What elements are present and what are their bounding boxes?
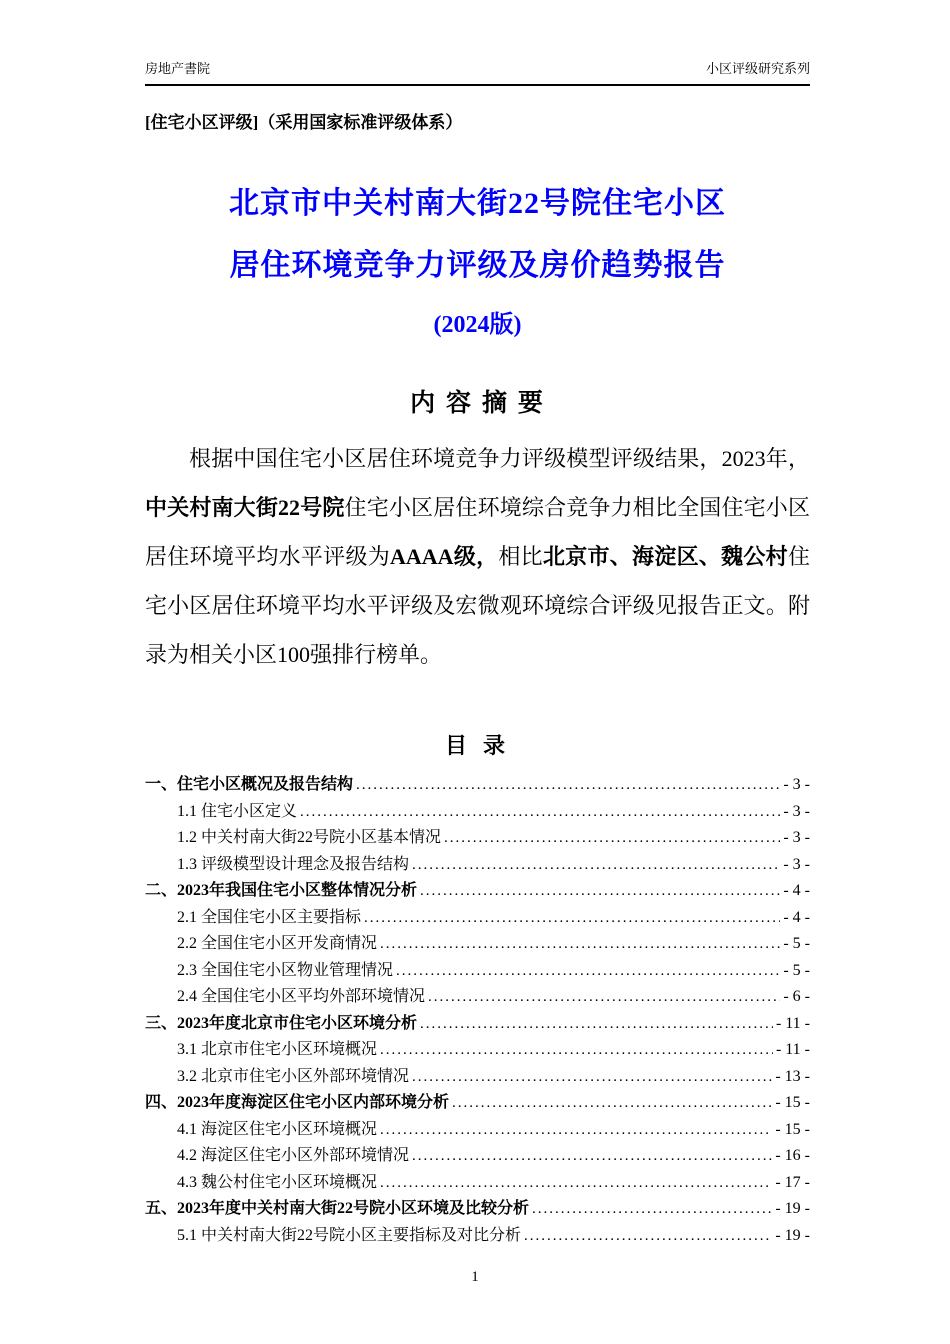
- report-title-line-1: 北京市中关村南大街22号院住宅小区: [229, 187, 726, 220]
- report-title-line-2: 居住环境竞争力评级及房价趋势报告: [229, 249, 726, 282]
- toc-page-number: - 6 -: [783, 988, 810, 1005]
- toc-leader-dots: [452, 1091, 772, 1117]
- abstract-paragraph: [145, 434, 810, 679]
- abstract-segment: 中关村南大街22号院: [145, 495, 345, 520]
- toc-item: [145, 905, 810, 932]
- toc-leader-dots: [420, 1012, 773, 1038]
- toc-item: [145, 1196, 810, 1223]
- toc-leader-dots: [412, 1144, 772, 1170]
- toc-item-label: 二、2023年我国住宅小区整体情况分析: [145, 882, 418, 899]
- toc-page-number: - 4 -: [783, 882, 810, 899]
- toc-item-label: 2.2 全国住宅小区开发商情况: [177, 935, 378, 952]
- toc-item-label: 1.2 中关村南大街22号院小区基本情况: [177, 829, 442, 846]
- report-title-block: [145, 173, 810, 353]
- toc-leader-dots: [444, 826, 780, 852]
- toc-page-number: - 19 -: [775, 1226, 810, 1244]
- toc-page-number: - 5 -: [783, 935, 810, 952]
- toc-leader-dots: [380, 1118, 772, 1144]
- toc-leader-dots: [380, 1171, 772, 1197]
- toc-item-label: 4.3 魏公村住宅小区环境概况: [177, 1173, 378, 1191]
- toc-item-label: 三、2023年度北京市住宅小区环境分析: [145, 1014, 418, 1032]
- abstract-segment: 相比: [498, 544, 543, 569]
- toc-item: [145, 1170, 810, 1197]
- toc-item-label: 2.4 全国住宅小区平均外部环境情况: [177, 988, 426, 1005]
- toc-item: [145, 1064, 810, 1091]
- toc-item: [145, 1143, 810, 1170]
- toc-item: [145, 852, 810, 879]
- toc-list: [145, 772, 810, 1249]
- abstract-segment: AAAA级，: [390, 544, 499, 569]
- toc-leader-dots: [356, 773, 780, 799]
- toc-leader-dots: [380, 1038, 773, 1064]
- header-right-label: 小区评级研究系列: [705, 61, 810, 76]
- rating-system-note: [住宅小区评级]（采用国家标准评级体系）: [145, 113, 463, 132]
- toc-page-number: - 11 -: [775, 1041, 810, 1058]
- toc-item-label: 1.1 住宅小区定义: [177, 802, 298, 820]
- toc-item-label: 2.1 全国住宅小区主要指标: [177, 908, 362, 926]
- toc-item: [145, 1223, 810, 1250]
- toc-leader-dots: [396, 959, 780, 985]
- toc-item: [145, 984, 810, 1011]
- toc-leader-dots: [364, 906, 780, 932]
- toc-page-number: - 16 -: [775, 1147, 810, 1164]
- toc-page-number: - 19 -: [775, 1200, 810, 1217]
- toc-leader-dots: [420, 879, 780, 905]
- toc-item-label: 一、住宅小区概况及报告结构: [145, 776, 354, 793]
- toc-item: [145, 825, 810, 852]
- toc-heading: 目 录: [444, 733, 511, 758]
- toc-item: [145, 1090, 810, 1117]
- toc-leader-dots: [412, 853, 780, 879]
- toc-item: [145, 1117, 810, 1144]
- toc-page-number: - 3 -: [783, 855, 810, 873]
- abstract-segment: 根据中国住宅小区居住环境竞争力评级模型评级结果，2023年，: [189, 446, 810, 471]
- toc-page-number: - 15 -: [775, 1094, 810, 1111]
- page-number: 1: [471, 1269, 479, 1285]
- toc-item: [145, 799, 810, 826]
- toc-leader-dots: [524, 1224, 772, 1250]
- toc-item: [145, 931, 810, 958]
- toc-page-number: - 5 -: [783, 961, 810, 979]
- toc-leader-dots: [412, 1065, 772, 1091]
- toc-page-number: - 3 -: [783, 802, 810, 820]
- abstract-segment: 住宅小区居住环境平均水平评级及宏微观环境综合评级见报告正文。附录为相关小区100强排行榜单。: [145, 544, 810, 667]
- page-header: [145, 58, 810, 86]
- toc-item-label: 2.3 全国住宅小区物业管理情况: [177, 961, 394, 979]
- toc-page-number: - 3 -: [783, 829, 810, 846]
- toc-item-label: 1.3 评级模型设计理念及报告结构: [177, 855, 410, 873]
- toc-item-label: 四、2023年度海淀区住宅小区内部环境分析: [145, 1094, 450, 1111]
- abstract-segment: 北京市、海淀区、魏公村: [542, 544, 788, 569]
- toc-page-number: - 15 -: [775, 1120, 810, 1138]
- toc-item-label: 3.2 北京市住宅小区外部环境情况: [177, 1067, 410, 1085]
- abstract-heading: 内 容 摘 要: [410, 389, 545, 417]
- header-left-label: 房地产書院: [145, 61, 211, 76]
- toc-item-label: 3.1 北京市住宅小区环境概况: [177, 1041, 378, 1058]
- toc-item: [145, 958, 810, 985]
- toc-item: [145, 1037, 810, 1064]
- toc-item: [145, 1011, 810, 1038]
- toc-item-label: 4.2 海淀区住宅小区外部环境情况: [177, 1147, 410, 1164]
- report-edition: (2024版): [433, 312, 522, 338]
- toc-page-number: - 3 -: [783, 776, 810, 793]
- toc-page-number: - 13 -: [775, 1067, 810, 1085]
- toc-leader-dots: [380, 932, 780, 958]
- toc-leader-dots: [532, 1197, 772, 1223]
- toc-item-label: 4.1 海淀区住宅小区环境概况: [177, 1120, 378, 1138]
- toc-item: [145, 878, 810, 905]
- toc-leader-dots: [300, 800, 780, 826]
- toc-item: [145, 772, 810, 799]
- toc-item-label: 5.1 中关村南大街22号院小区主要指标及对比分析: [177, 1226, 522, 1244]
- toc-page-number: - 4 -: [783, 908, 810, 926]
- toc-page-number: - 17 -: [775, 1173, 810, 1191]
- abstract-segment: 住宅小区居住环境综合竞争力相比全国住宅小区居住环境平均水平评级为: [145, 495, 810, 569]
- toc-item-label: 五、2023年度中关村南大街22号院小区环境及比较分析: [145, 1200, 530, 1217]
- toc-page-number: - 11 -: [775, 1014, 810, 1032]
- toc-leader-dots: [428, 985, 780, 1011]
